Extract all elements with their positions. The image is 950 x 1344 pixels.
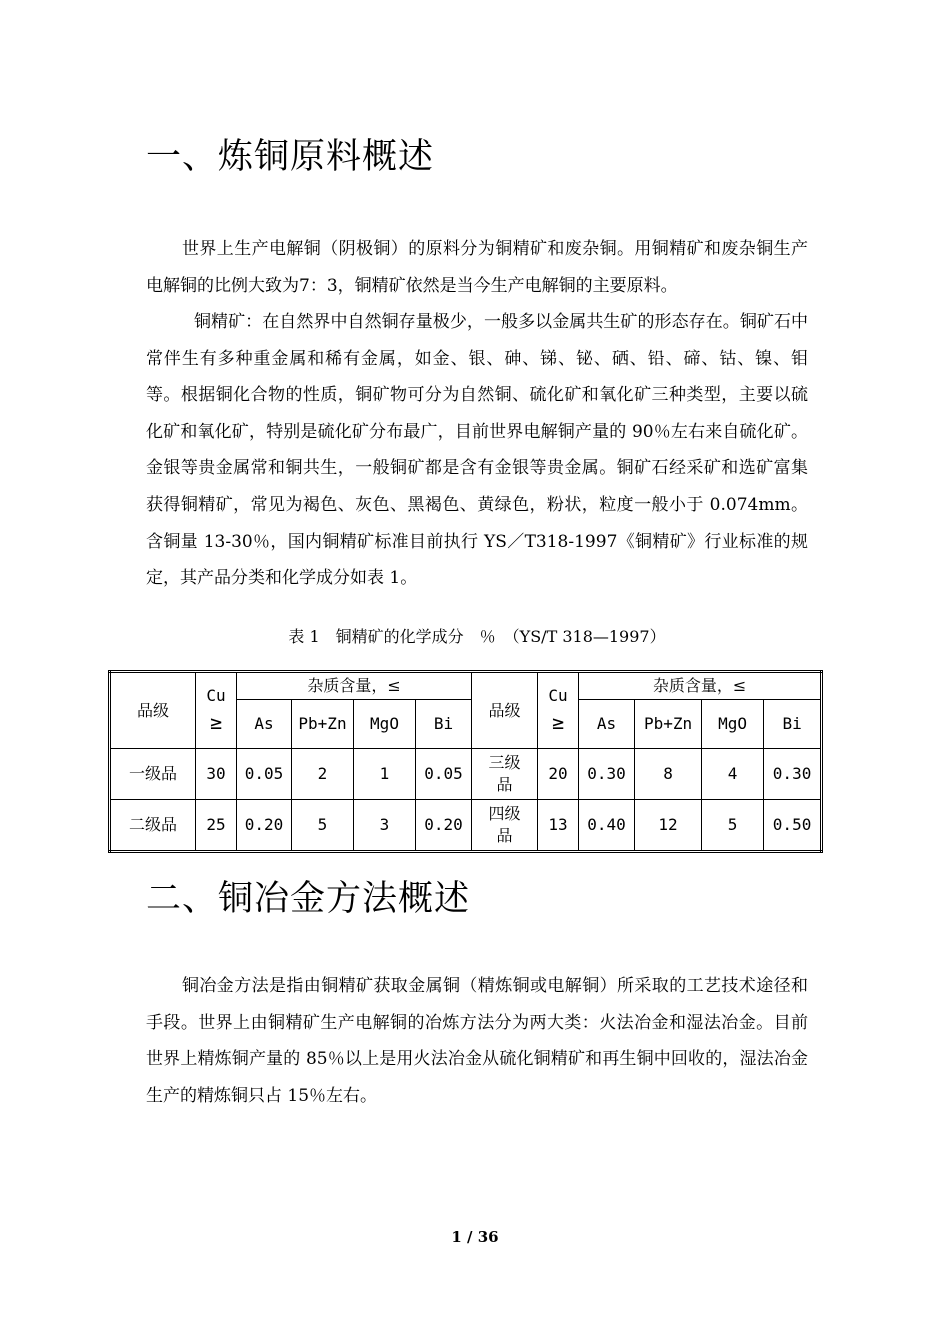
table-row bbox=[110, 749, 822, 800]
mgo-cell: 1 bbox=[354, 749, 416, 800]
impurity-header-left: 杂质含量，≤ bbox=[237, 672, 472, 700]
ge-symbol: ≥ bbox=[209, 709, 223, 734]
section-heading-metallurgy: 二、铜冶金方法概述 bbox=[146, 879, 471, 919]
table-header-row bbox=[110, 672, 822, 700]
mgo-cell: 3 bbox=[354, 800, 416, 852]
cu-label: Cu bbox=[206, 685, 226, 705]
col-mgo: MgO bbox=[702, 700, 764, 749]
as-cell: 0.40 bbox=[579, 800, 635, 852]
bi-cell: 0.30 bbox=[764, 749, 822, 800]
cu-cell: 25 bbox=[196, 800, 237, 852]
col-pbzn: Pb+Zn bbox=[292, 700, 354, 749]
cu-cell: 20 bbox=[538, 749, 579, 800]
mgo-cell: 5 bbox=[702, 800, 764, 852]
col-mgo: MgO bbox=[354, 700, 416, 749]
cu-header-left bbox=[196, 672, 237, 749]
pbzn-cell: 2 bbox=[292, 749, 354, 800]
col-as: As bbox=[237, 700, 292, 749]
cu-header-right bbox=[538, 672, 579, 749]
impurity-header-right: 杂质含量，≤ bbox=[579, 672, 822, 700]
col-pbzn: Pb+Zn bbox=[635, 700, 702, 749]
grade-header-left: 品级 bbox=[110, 672, 196, 749]
composition-table-wrapper bbox=[108, 670, 820, 853]
bi-cell: 0.50 bbox=[764, 800, 822, 852]
grade-cell: 一级品 bbox=[110, 749, 196, 800]
col-as: As bbox=[579, 700, 635, 749]
cu-cell: 30 bbox=[196, 749, 237, 800]
pbzn-cell: 5 bbox=[292, 800, 354, 852]
pbzn-cell: 12 bbox=[635, 800, 702, 852]
composition-table bbox=[108, 670, 823, 853]
grade-cell: 三级品 bbox=[472, 749, 538, 800]
grade-cell: 二级品 bbox=[110, 800, 196, 852]
paragraph-copper-concentrate: 铜精矿：在自然界中自然铜存量极少，一般多以金属共生矿的形态存在。铜矿石中常伴生有多种重金属和稀有金属，如金、银、砷、锑、铋、硒、铅、碲、钴、镍、钼等。根据铜化合物的性质，铜矿物可分为自然铜、硫化矿和氧化矿三种类型，主要以硫化矿和氧化矿，特别是硫化矿分布最广，目前世界电解铜产量的 90％左右来自硫化矿。金银等贵金属常和铜共生，一般铜矿都是含有金银等贵金属。铜矿石经采矿和选矿富集获得铜精矿，常见为褐色、灰色、黑褐色、黄绿色，粉状，粒度一般小于 0.074mm。含铜量 13-30％，国内铜精矿标准目前执行 YS／T318-1997《铜精矿》行业标准的规定，其产品分类和化学成分如表 1。 bbox=[146, 312, 808, 589]
as-cell: 0.30 bbox=[579, 749, 635, 800]
as-cell: 0.20 bbox=[237, 800, 292, 852]
pbzn-cell: 8 bbox=[635, 749, 702, 800]
paragraph-intro: 世界上生产电解铜（阴极铜）的原料分为铜精矿和废杂铜。用铜精矿和废杂铜生产电解铜的比例大致为7：3，铜精矿依然是当今生产电解铜的主要原料。 bbox=[146, 239, 808, 296]
col-bi: Bi bbox=[416, 700, 472, 749]
section-heading-raw-materials: 一、炼铜原料概述 bbox=[146, 137, 435, 177]
bi-cell: 0.05 bbox=[416, 749, 472, 800]
bi-cell: 0.20 bbox=[416, 800, 472, 852]
cu-cell: 13 bbox=[538, 800, 579, 852]
col-bi: Bi bbox=[764, 700, 822, 749]
mgo-cell: 4 bbox=[702, 749, 764, 800]
table-caption: 表 1 铜精矿的化学成分 ％ （YS/T 318—1997） bbox=[288, 627, 666, 646]
paragraph-metallurgy-methods: 铜冶金方法是指由铜精矿获取金属铜（精炼铜或电解铜）所采取的工艺技术途径和手段。世界上由铜精矿生产电解铜的冶炼方法分为两大类：火法冶金和湿法冶金。目前世界上精炼铜产量的 85％以上是用火法冶金从硫化铜精矿和再生铜中回收的，湿法冶金生产的精炼铜只占 15％左右。 bbox=[146, 976, 808, 1106]
as-cell: 0.05 bbox=[237, 749, 292, 800]
cu-label: Cu bbox=[548, 685, 568, 705]
page-number: 1 / 36 bbox=[451, 1228, 499, 1246]
ge-symbol: ≥ bbox=[552, 709, 565, 734]
grade-cell: 四级品 bbox=[472, 800, 538, 852]
table-row bbox=[110, 800, 822, 852]
grade-header-right: 品级 bbox=[472, 672, 538, 749]
